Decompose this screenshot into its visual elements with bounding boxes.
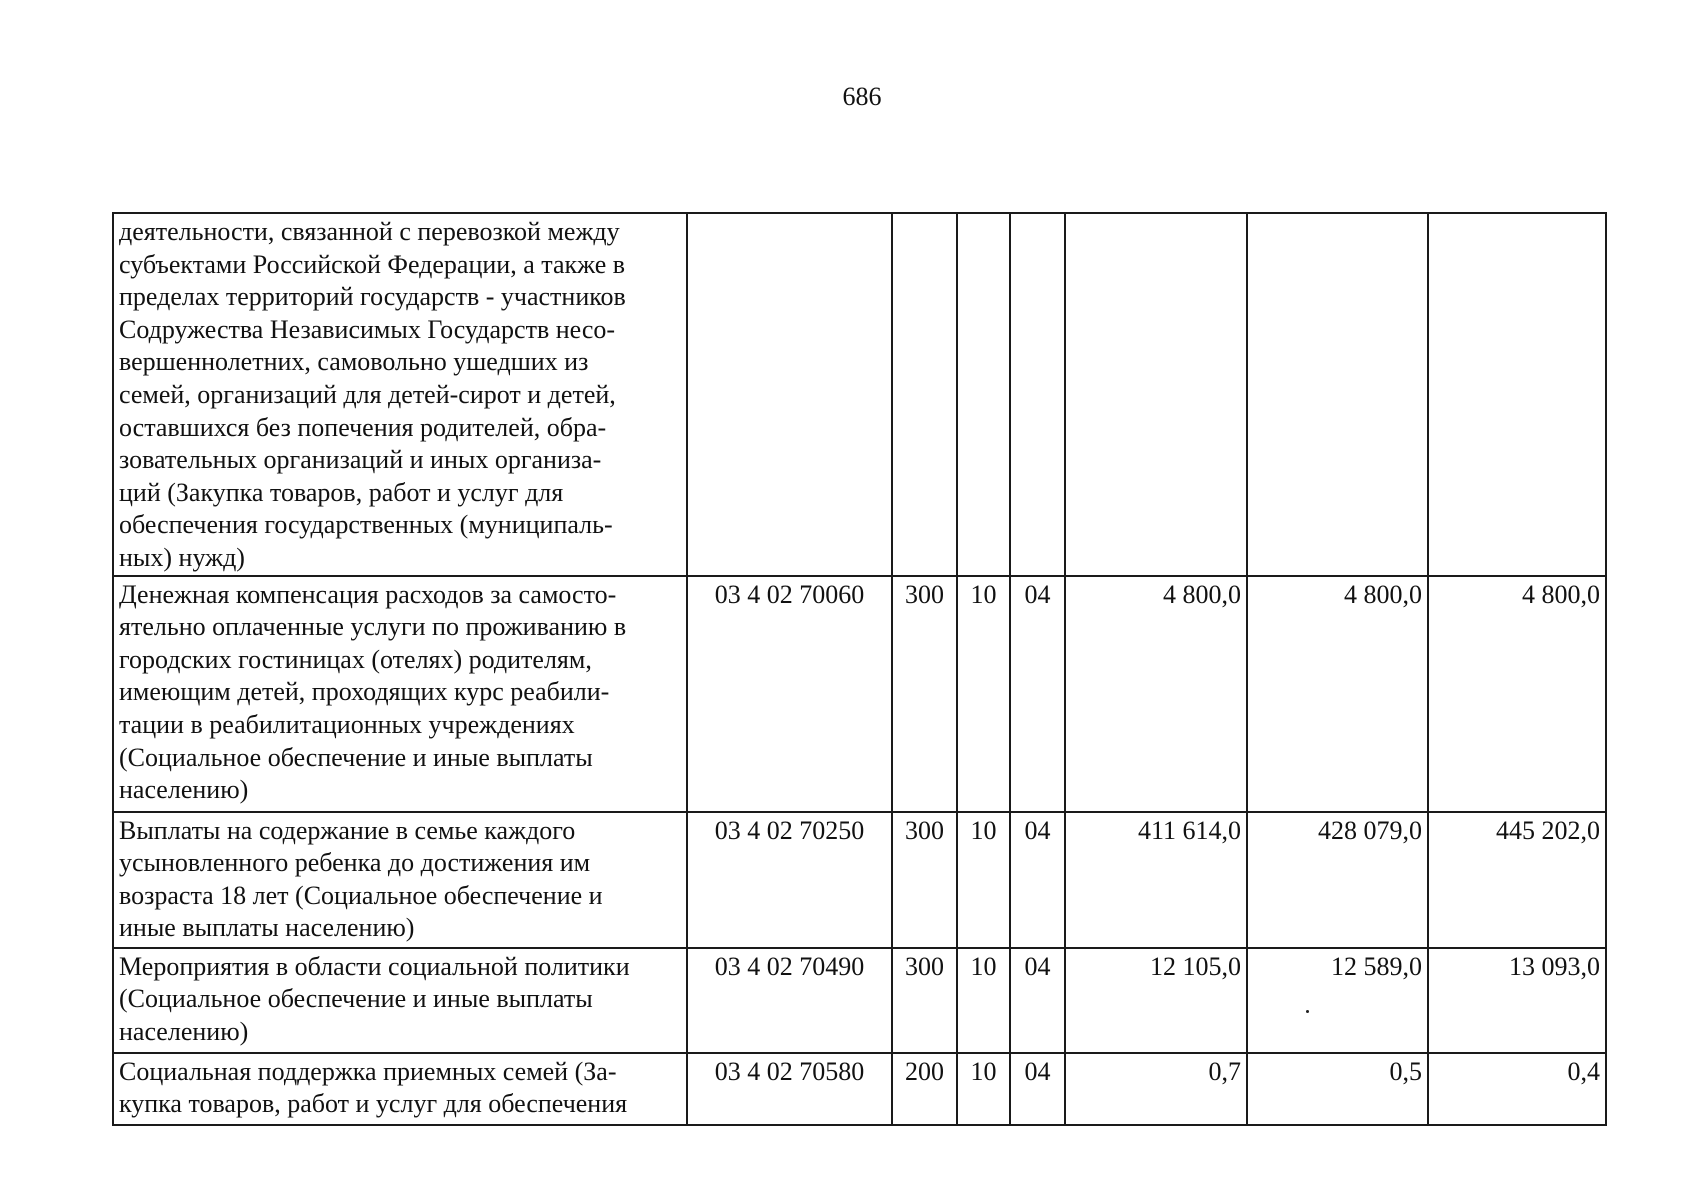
amount-year-3: 0,4 bbox=[1428, 1053, 1606, 1125]
amount-year-2: 0,5 bbox=[1247, 1053, 1428, 1125]
subsection-code bbox=[1010, 213, 1065, 576]
subsection-code: 04 bbox=[1010, 576, 1065, 812]
section-code: 10 bbox=[957, 812, 1010, 948]
table-row bbox=[113, 1053, 1606, 1125]
expense-type: 300 bbox=[892, 812, 957, 948]
budget-table bbox=[112, 212, 1607, 1126]
section-code: 10 bbox=[957, 1053, 1010, 1125]
target-code: 03 4 02 70580 bbox=[687, 1053, 892, 1125]
amount-year-1 bbox=[1065, 213, 1247, 576]
table-row bbox=[113, 948, 1606, 1053]
page-number: 686 bbox=[842, 82, 882, 111]
row-description: Денежная компенсация расходов за самосто- ятельно оплаченные услуги по проживанию в городских гостиницах (отелях) родителям, имеющим детей, проходящих курс реабили- тации в реабилитационных учреждениях (Социальное обеспечение и иные выплаты населению) bbox=[113, 576, 687, 812]
expense-type: 300 bbox=[892, 576, 957, 812]
target-code: 03 4 02 70060 bbox=[687, 576, 892, 812]
subsection-code: 04 bbox=[1010, 1053, 1065, 1125]
amount-year-2: 12 589,0 bbox=[1247, 948, 1428, 1053]
amount-year-3: 4 800,0 bbox=[1428, 576, 1606, 812]
table-row bbox=[113, 812, 1606, 948]
scan-speck bbox=[1306, 1010, 1309, 1013]
amount-year-1: 0,7 bbox=[1065, 1053, 1247, 1125]
table-row bbox=[113, 576, 1606, 812]
amount-year-3 bbox=[1428, 213, 1606, 576]
expense-type: 300 bbox=[892, 948, 957, 1053]
row-description: Выплаты на содержание в семье каждого усыновленного ребенка до достижения им возраста 18 лет (Социальное обеспечение и иные выплаты населению) bbox=[113, 812, 687, 948]
table-row bbox=[113, 213, 1606, 576]
row-description: Мероприятия в области социальной политики (Социальное обеспечение и иные выплаты населению) bbox=[113, 948, 687, 1053]
expense-type bbox=[892, 213, 957, 576]
amount-year-3: 13 093,0 bbox=[1428, 948, 1606, 1053]
amount-year-2 bbox=[1247, 213, 1428, 576]
target-code: 03 4 02 70490 bbox=[687, 948, 892, 1053]
section-code bbox=[957, 213, 1010, 576]
subsection-code: 04 bbox=[1010, 812, 1065, 948]
section-code: 10 bbox=[957, 576, 1010, 812]
amount-year-1: 4 800,0 bbox=[1065, 576, 1247, 812]
amount-year-1: 411 614,0 bbox=[1065, 812, 1247, 948]
target-code bbox=[687, 213, 892, 576]
section-code: 10 bbox=[957, 948, 1010, 1053]
row-description: Социальная поддержка приемных семей (За- купка товаров, работ и услуг для обеспечения bbox=[113, 1053, 687, 1125]
amount-year-2: 4 800,0 bbox=[1247, 576, 1428, 812]
expense-type: 200 bbox=[892, 1053, 957, 1125]
row-description: деятельности, связанной с перевозкой между субъектами Российской Федерации, а также в пределах территорий государств - участников Содружества Независимых Государств несо- вершеннолетних, самовольно ушедших из семей, организаций для детей-сирот и детей, оставшихся без попечения родителей, обра- зовательных организаций и иных организа- ций (Закупка товаров, работ и услуг для обеспечения государственных (муниципаль- ных) нужд) bbox=[113, 213, 687, 576]
target-code: 03 4 02 70250 bbox=[687, 812, 892, 948]
amount-year-2: 428 079,0 bbox=[1247, 812, 1428, 948]
amount-year-1: 12 105,0 bbox=[1065, 948, 1247, 1053]
amount-year-3: 445 202,0 bbox=[1428, 812, 1606, 948]
subsection-code: 04 bbox=[1010, 948, 1065, 1053]
